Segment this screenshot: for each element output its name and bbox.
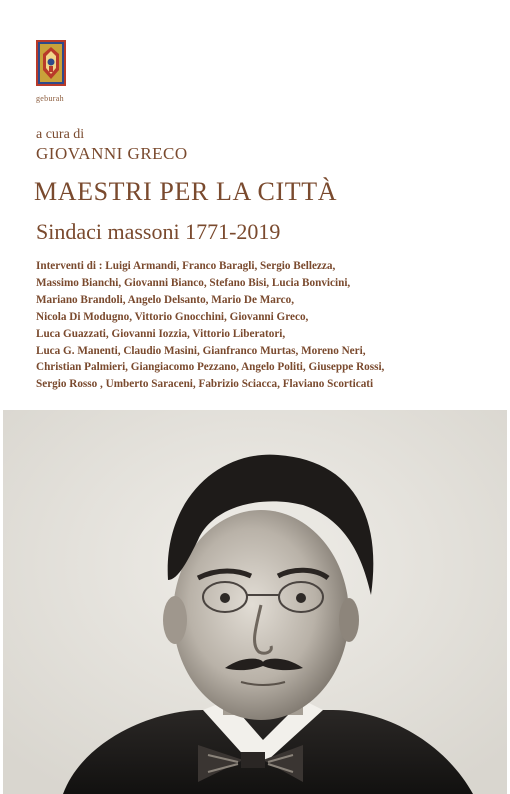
book-title: MAESTRI PER LA CITTÀ <box>34 177 338 206</box>
contributors-line: Interventi di : Luigi Armandi, Franco Baragli, Sergio Bellezza, <box>36 260 336 272</box>
publisher-name: geburah <box>36 94 64 103</box>
book-subtitle: Sindaci massoni 1771-2019 <box>36 219 281 244</box>
contributors-line: Mariano Brandoli, Angelo Delsanto, Mario De Marco, <box>36 293 295 306</box>
publisher-logo-icon <box>36 40 66 86</box>
contributors-line: Christian Palmieri, Giangiacomo Pezzano, Angelo Politi, Giuseppe Rossi, <box>36 361 385 374</box>
contributors-line: Luca Guazzati, Giovanni Iozzia, Vittorio Liberatori, <box>36 327 286 340</box>
portrait-photo <box>3 410 507 794</box>
contributors-line: Luca G. Manenti, Claudio Masini, Gianfranco Murtas, Moreno Neri, <box>36 344 366 357</box>
contributors-line: Sergio Rosso , Umberto Saraceni, Fabrizio Sciacca, Flaviano Scorticati <box>36 378 374 391</box>
contributors-list <box>36 258 486 393</box>
curator-label: a cura di <box>36 127 85 142</box>
contributors-line: Nicola Di Modugno, Vittorio Gnocchini, Giovanni Greco, <box>36 310 309 323</box>
contributors-line: Massimo Bianchi, Giovanni Bianco, Stefano Bisi, Lucia Bonvicini, <box>36 276 351 289</box>
curator-name: GIOVANNI GRECO <box>36 144 188 163</box>
